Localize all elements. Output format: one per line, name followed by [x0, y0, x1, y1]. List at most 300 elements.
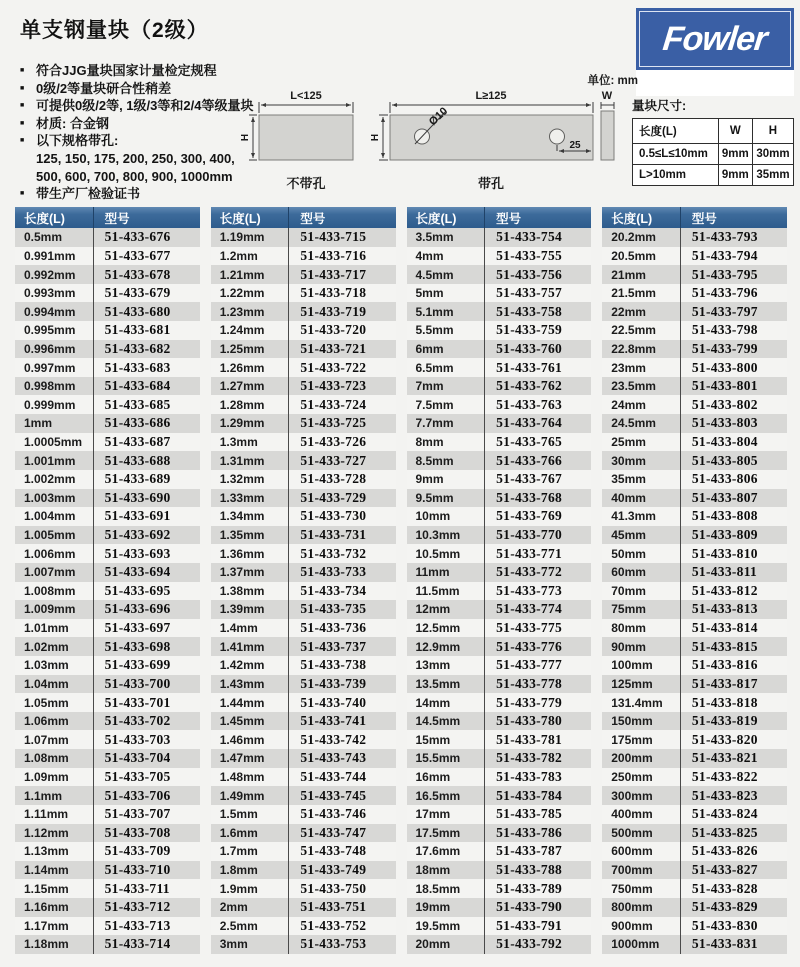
spec-row: [407, 563, 592, 582]
spec-row: [15, 451, 200, 470]
block-side-view: [601, 111, 614, 160]
spec-row: [407, 768, 592, 787]
spec-row: [15, 526, 200, 545]
spec-row: [211, 879, 396, 898]
spec-row: [602, 712, 787, 731]
spec-row: [407, 489, 592, 508]
model-cell: 51-433-685: [93, 395, 200, 414]
spec-row: [211, 935, 396, 954]
spec-row: [602, 637, 787, 656]
spec-table-header: [407, 207, 592, 228]
model-cell: 51-433-706: [93, 786, 200, 805]
model-cell: 51-433-831: [680, 935, 787, 954]
page-title: 单支钢量块（2级）: [20, 19, 209, 42]
spec-row: [407, 749, 592, 768]
model-cell: 51-433-807: [680, 489, 787, 508]
model-cell: 51-433-759: [484, 321, 591, 340]
spec-table-1: [15, 207, 200, 954]
size-table-body: [633, 144, 794, 186]
right-height-label: H: [370, 133, 381, 142]
spec-row: [602, 247, 787, 266]
size-header-w: W: [718, 119, 752, 144]
length-cell: 200mm: [611, 751, 653, 766]
length-cell: 1.12mm: [24, 825, 69, 840]
length-cell: 45mm: [611, 528, 646, 543]
size-table: [632, 118, 794, 186]
length-cell: 1.05mm: [24, 695, 69, 710]
spec-row: [407, 842, 592, 861]
spec-row: [602, 340, 787, 359]
spec-row: [15, 284, 200, 303]
spec-row: [211, 228, 396, 247]
length-cell: 5mm: [415, 286, 444, 301]
model-cell: 51-433-805: [680, 451, 787, 470]
length-cell: 1.001mm: [24, 453, 76, 468]
model-cell: 51-433-696: [93, 600, 200, 619]
spec-row: [15, 340, 200, 359]
length-cell: 1.006mm: [24, 546, 76, 561]
spec-row: [211, 340, 396, 359]
length-cell: 1.35mm: [219, 528, 265, 543]
model-cell: 51-433-817: [680, 675, 787, 694]
length-cell: 35mm: [611, 472, 646, 487]
length-cell: 1.02mm: [24, 639, 69, 654]
model-cell: 51-433-829: [680, 898, 787, 917]
spec-row: [211, 451, 396, 470]
unit-note: 单位: mm: [587, 75, 638, 87]
model-cell: 51-433-765: [484, 433, 591, 452]
model-cell: 51-433-819: [680, 712, 787, 731]
feature-item: ■ 材质: 合金钢: [20, 115, 260, 133]
length-cell: 1.1mm: [24, 788, 63, 803]
model-cell: 51-433-745: [288, 786, 395, 805]
length-cell: 5.1mm: [415, 304, 454, 319]
spec-row: [15, 377, 200, 396]
length-cell: 3.5mm: [415, 230, 454, 245]
model-cell: 51-433-708: [93, 824, 200, 843]
model-cell: 51-433-780: [484, 712, 591, 731]
length-cell: 1.005mm: [24, 528, 76, 543]
length-cell: 22mm: [611, 304, 646, 319]
feature-item: ■ 以下规格带孔:: [20, 132, 260, 150]
model-cell: 51-433-795: [680, 265, 787, 284]
length-cell: 1.003mm: [24, 490, 76, 505]
model-cell: 51-433-707: [93, 805, 200, 824]
size-table-header-row: [633, 119, 794, 144]
model-cell: 51-433-687: [93, 433, 200, 452]
spec-row: [602, 377, 787, 396]
model-cell: 51-433-734: [288, 582, 395, 601]
length-cell: 1.004mm: [24, 509, 76, 524]
model-cell: 51-433-691: [93, 507, 200, 526]
size-table-row: [633, 144, 794, 165]
model-cell: 51-433-778: [484, 675, 591, 694]
model-cell: 51-433-776: [484, 637, 591, 656]
model-cell: 51-433-705: [93, 768, 200, 787]
spec-row: [602, 879, 787, 898]
feature-item: ■ 带生产厂检验证书: [20, 185, 260, 203]
spec-row: [407, 526, 592, 545]
spec-row: [15, 824, 200, 843]
length-cell: 0.992mm: [24, 267, 76, 282]
spec-row: [211, 675, 396, 694]
spec-row: [15, 265, 200, 284]
model-cell: 51-433-713: [93, 917, 200, 936]
model-cell: 51-433-815: [680, 637, 787, 656]
model-cell: 51-433-779: [484, 693, 591, 712]
length-cell: 1.49mm: [219, 788, 265, 803]
length-cell: 7.7mm: [415, 416, 454, 431]
model-cell: 51-433-801: [680, 377, 787, 396]
length-cell: 0.999mm: [24, 397, 76, 412]
length-cell: 20.5mm: [611, 248, 656, 263]
length-cell: 0.993mm: [24, 286, 76, 301]
length-cell: 1.23mm: [219, 304, 265, 319]
spec-row: [407, 879, 592, 898]
model-cell: 51-433-731: [288, 526, 395, 545]
length-cell: 12.9mm: [415, 639, 461, 654]
model-cell: 51-433-688: [93, 451, 200, 470]
length-cell: 1.38mm: [219, 583, 265, 598]
size-w-cell: 9mm: [718, 165, 752, 186]
length-cell: 60mm: [611, 565, 646, 580]
spec-row: [15, 749, 200, 768]
model-cell: 51-433-827: [680, 861, 787, 880]
spec-row: [15, 842, 200, 861]
spec-row: [602, 917, 787, 936]
feature-item: ■ 可提供0级/2等, 1级/3等和2/4等级量块: [20, 97, 260, 115]
spec-row: [15, 637, 200, 656]
model-cell: 51-433-772: [484, 563, 591, 582]
spec-row: [211, 861, 396, 880]
spec-row: [15, 544, 200, 563]
spec-row: [602, 749, 787, 768]
model-cell: 51-433-682: [93, 340, 200, 359]
model-cell: 51-433-703: [93, 730, 200, 749]
length-cell: 17.5mm: [415, 825, 461, 840]
model-cell: 51-433-794: [680, 247, 787, 266]
hole-diameter-label: Ø10: [426, 105, 451, 129]
spec-table-body: [211, 228, 396, 954]
model-cell: 51-433-775: [484, 619, 591, 638]
spec-row: [602, 935, 787, 954]
spec-row: [602, 265, 787, 284]
length-cell: 1.13mm: [24, 844, 69, 859]
spec-row: [407, 712, 592, 731]
model-cell: 51-433-679: [93, 284, 200, 303]
model-cell: 51-433-732: [288, 544, 395, 563]
right-hole: [550, 129, 565, 144]
length-cell: 1.17mm: [24, 918, 69, 933]
spec-row: [602, 768, 787, 787]
model-cell: 51-433-783: [484, 768, 591, 787]
model-cell: 51-433-747: [288, 824, 395, 843]
spec-row: [407, 228, 592, 247]
spec-row: [407, 340, 592, 359]
block-no-hole: [259, 115, 353, 160]
length-cell: 1.01mm: [24, 621, 69, 636]
model-cell: 51-433-821: [680, 749, 787, 768]
spec-row: [15, 228, 200, 247]
spec-row: [407, 395, 592, 414]
spec-row: [602, 861, 787, 880]
model-cell: 51-433-737: [288, 637, 395, 656]
model-cell: 51-433-813: [680, 600, 787, 619]
length-cell: 10.5mm: [415, 546, 461, 561]
length-cell: 1.11mm: [24, 807, 69, 822]
model-cell: 51-433-784: [484, 786, 591, 805]
spec-row: [602, 395, 787, 414]
right-length-label: L≥125: [475, 90, 507, 102]
length-cell: 1.008mm: [24, 583, 76, 598]
model-cell: 51-433-681: [93, 321, 200, 340]
length-cell: 22.5mm: [611, 323, 656, 338]
model-cell: 51-433-709: [93, 842, 200, 861]
model-cell: 51-433-756: [484, 265, 591, 284]
model-cell: 51-433-741: [288, 712, 395, 731]
model-cell: 51-433-686: [93, 414, 200, 433]
length-cell: 1.33mm: [219, 490, 265, 505]
model-cell: 51-433-808: [680, 507, 787, 526]
model-cell: 51-433-702: [93, 712, 200, 731]
spec-table-header: [211, 207, 396, 228]
model-cell: 51-433-739: [288, 675, 395, 694]
model-cell: 51-433-744: [288, 768, 395, 787]
model-cell: 51-433-738: [288, 656, 395, 675]
spec-row: [602, 805, 787, 824]
length-cell: 800mm: [611, 900, 653, 915]
length-cell: 0.995mm: [24, 323, 76, 338]
model-cell: 51-433-758: [484, 302, 591, 321]
length-cell: 400mm: [611, 807, 653, 822]
model-cell: 51-433-824: [680, 805, 787, 824]
header-length: 长度(L): [415, 211, 457, 226]
spec-row: [211, 917, 396, 936]
length-cell: 30mm: [611, 453, 646, 468]
spec-row: [407, 247, 592, 266]
model-cell: 51-433-768: [484, 489, 591, 508]
model-cell: 51-433-754: [484, 228, 591, 247]
spec-row: [15, 414, 200, 433]
length-cell: 1.42mm: [219, 658, 265, 673]
length-cell: 3mm: [219, 937, 248, 952]
header-model: 型号: [288, 207, 395, 228]
length-cell: 17mm: [415, 807, 451, 822]
size-w-cell: 9mm: [718, 144, 752, 165]
model-cell: 51-433-736: [288, 619, 395, 638]
length-cell: 1.45mm: [219, 714, 265, 729]
length-cell: 70mm: [611, 583, 646, 598]
spec-row: [407, 824, 592, 843]
model-cell: 51-433-812: [680, 582, 787, 601]
spec-row: [211, 507, 396, 526]
length-cell: 4.5mm: [415, 267, 454, 282]
length-cell: 23mm: [611, 360, 646, 375]
length-cell: 300mm: [611, 788, 653, 803]
length-cell: 150mm: [611, 714, 653, 729]
length-cell: 0.998mm: [24, 379, 76, 394]
spec-row: [211, 730, 396, 749]
spec-row: [211, 582, 396, 601]
length-cell: 1.29mm: [219, 416, 265, 431]
spec-row: [15, 730, 200, 749]
spec-row: [211, 284, 396, 303]
model-cell: 51-433-699: [93, 656, 200, 675]
model-cell: 51-433-796: [680, 284, 787, 303]
length-cell: 1.09mm: [24, 769, 69, 784]
length-cell: 1.8mm: [219, 863, 258, 878]
model-cell: 51-433-825: [680, 824, 787, 843]
length-cell: 14.5mm: [415, 714, 461, 729]
model-cell: 51-433-789: [484, 879, 591, 898]
length-cell: 20.2mm: [611, 230, 656, 245]
spec-row: [211, 489, 396, 508]
length-cell: 1.0005mm: [24, 435, 83, 449]
length-cell: 1000mm: [611, 937, 660, 952]
model-cell: 51-433-689: [93, 470, 200, 489]
length-cell: 9.5mm: [415, 490, 454, 505]
spec-row: [15, 433, 200, 452]
length-cell: 1.36mm: [219, 546, 265, 561]
length-cell: 1.27mm: [219, 379, 265, 394]
spec-row: [602, 526, 787, 545]
model-cell: 51-433-818: [680, 693, 787, 712]
spec-table-header: [15, 207, 200, 228]
spec-row: [211, 786, 396, 805]
model-cell: 51-433-678: [93, 265, 200, 284]
model-cell: 51-433-798: [680, 321, 787, 340]
model-cell: 51-433-797: [680, 302, 787, 321]
model-cell: 51-433-810: [680, 544, 787, 563]
length-cell: 15.5mm: [415, 751, 461, 766]
spec-row: [407, 675, 592, 694]
length-cell: 1.6mm: [219, 825, 258, 840]
model-cell: 51-433-683: [93, 358, 200, 377]
spec-row: [407, 917, 592, 936]
spec-row: [407, 507, 592, 526]
length-cell: 12.5mm: [415, 621, 461, 636]
model-cell: 51-433-725: [288, 414, 395, 433]
spec-row: [602, 675, 787, 694]
spec-row: [15, 302, 200, 321]
spec-row: [15, 582, 200, 601]
spec-row: [407, 377, 592, 396]
model-cell: 51-433-746: [288, 805, 395, 824]
model-cell: 51-433-799: [680, 340, 787, 359]
spec-table-2: [211, 207, 396, 954]
model-cell: 51-433-704: [93, 749, 200, 768]
model-cell: 51-433-740: [288, 693, 395, 712]
model-cell: 51-433-676: [93, 228, 200, 247]
spec-row: [407, 582, 592, 601]
model-cell: 51-433-680: [93, 302, 200, 321]
model-cell: 51-433-742: [288, 730, 395, 749]
spec-row: [15, 805, 200, 824]
size-header-length: 长度(L): [633, 119, 719, 144]
length-cell: 12mm: [415, 602, 451, 617]
length-cell: 1.07mm: [24, 732, 69, 747]
spec-row: [407, 358, 592, 377]
length-cell: 16mm: [415, 769, 451, 784]
model-cell: 51-433-803: [680, 414, 787, 433]
spec-row: [15, 786, 200, 805]
model-cell: 51-433-828: [680, 879, 787, 898]
length-cell: 0.991mm: [24, 248, 76, 263]
model-cell: 51-433-791: [484, 917, 591, 936]
length-cell: 20mm: [415, 937, 451, 952]
length-cell: 900mm: [611, 918, 653, 933]
spec-row: [602, 582, 787, 601]
length-cell: 1.9mm: [219, 881, 258, 896]
length-cell: 1.04mm: [24, 676, 69, 691]
length-cell: 80mm: [611, 621, 646, 636]
size-table-row: [633, 165, 794, 186]
spec-row: [602, 433, 787, 452]
spec-row: [602, 228, 787, 247]
length-cell: 50mm: [611, 546, 646, 561]
spec-row: [407, 451, 592, 470]
spec-row: [407, 619, 592, 638]
length-cell: 1.39mm: [219, 602, 265, 617]
length-cell: 1.25mm: [219, 341, 265, 356]
length-cell: 1.43mm: [219, 676, 265, 691]
length-cell: 1.31mm: [219, 453, 265, 468]
length-cell: 22.8mm: [611, 341, 656, 356]
gauge-block-diagram: [240, 64, 640, 202]
model-cell: 51-433-767: [484, 470, 591, 489]
length-cell: 8mm: [415, 435, 444, 449]
length-cell: 1.48mm: [219, 769, 265, 784]
spec-table-4: [602, 207, 787, 954]
length-cell: 2mm: [219, 900, 248, 915]
length-cell: 10.3mm: [415, 528, 461, 543]
length-cell: 18mm: [415, 863, 451, 878]
spec-row: [15, 507, 200, 526]
spec-row: [602, 321, 787, 340]
model-cell: 51-433-697: [93, 619, 200, 638]
fowler-logo-box: [636, 8, 794, 70]
model-cell: 51-433-769: [484, 507, 591, 526]
spec-row: [211, 842, 396, 861]
length-cell: 1.002mm: [24, 472, 76, 487]
spec-row: [211, 619, 396, 638]
size-table-section: [632, 96, 794, 186]
model-cell: 51-433-677: [93, 247, 200, 266]
spec-row: [602, 414, 787, 433]
spec-row: [15, 358, 200, 377]
model-cell: 51-433-760: [484, 340, 591, 359]
spec-row: [211, 321, 396, 340]
spec-row: [211, 433, 396, 452]
spec-row: [211, 898, 396, 917]
spec-row: [211, 712, 396, 731]
model-cell: 51-433-716: [288, 247, 395, 266]
length-cell: 125mm: [611, 676, 653, 691]
length-cell: 500mm: [611, 825, 653, 840]
model-cell: 51-433-782: [484, 749, 591, 768]
spec-row: [15, 693, 200, 712]
feature-item: ■ 符合JJG量块国家计量检定规程: [20, 62, 260, 80]
spec-row: [211, 265, 396, 284]
model-cell: 51-433-733: [288, 563, 395, 582]
spec-row: [15, 861, 200, 880]
length-cell: 2.5mm: [219, 918, 258, 933]
model-cell: 51-433-693: [93, 544, 200, 563]
fowler-logo-text: Fowler: [661, 20, 769, 58]
header-length: 长度(L): [219, 211, 261, 226]
length-cell: 6mm: [415, 341, 444, 356]
model-cell: 51-433-722: [288, 358, 395, 377]
